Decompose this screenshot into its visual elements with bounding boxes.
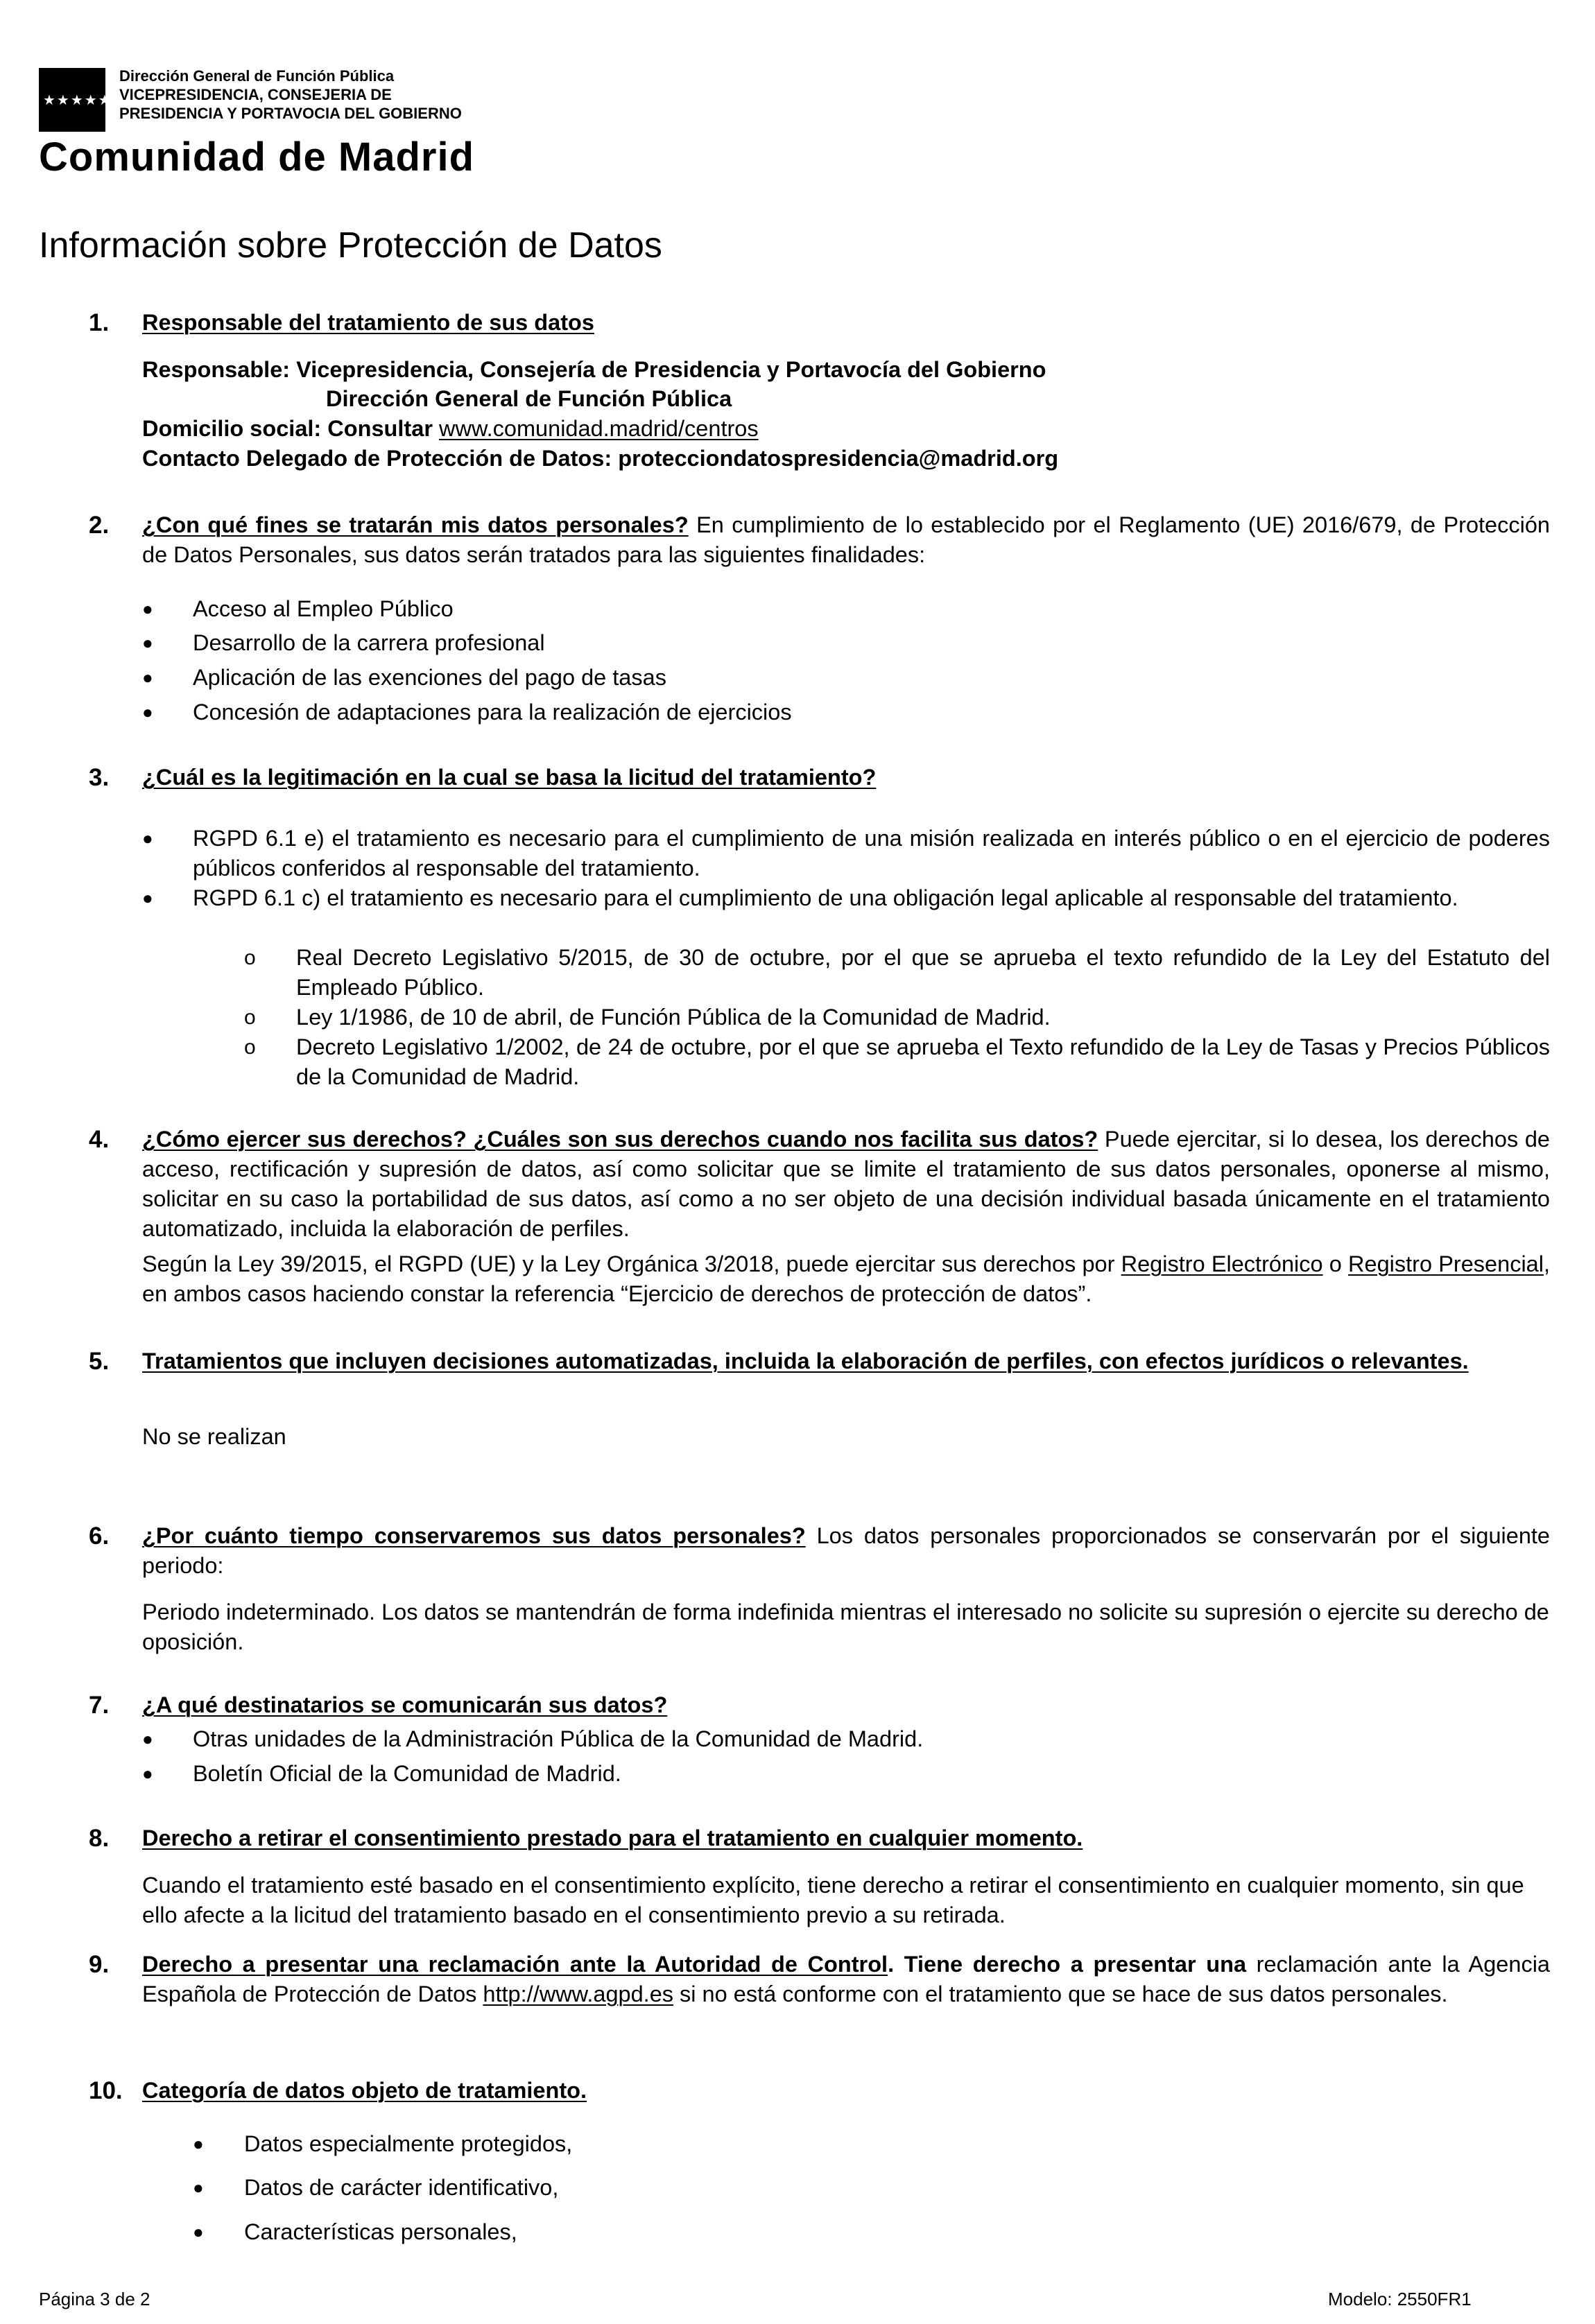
circle-bullet-icon: o (244, 946, 256, 969)
agpd-link[interactable]: http://www.agpd.es (483, 1982, 674, 2006)
bullet-icon: ● (142, 598, 153, 619)
section-4-p2-text: Según la Ley 39/2015, el RGPD (UE) y la Ley Orgánica 3/2018, puede ejercitar sus derechos por (142, 1251, 1121, 1276)
section-9-number: 9. (89, 1951, 110, 1978)
section-6-heading: ¿Por cuánto tiempo conservaremos sus datos personales? (142, 1523, 806, 1548)
list-item: Desarrollo de la carrera profesional (193, 630, 545, 655)
section-8-heading: Derecho a retirar el consentimiento prestado para el tratamiento en cualquier momento. (142, 1826, 1083, 1850)
list-item: RGPD 6.1 e) el tratamiento es necesario para el cumplimiento de una misión realizada en interés público o en el ejercicio de poderes públicos conferidos al responsable del tratamiento. (193, 826, 1550, 881)
section-4-text: Puede ejercitar, si lo desea, los derechos de acceso, rectificación y supresión de datos, así como solicitar que se limite el tratamiento de sus datos personales, oponerse al mismo, solicitar en su caso la portabilidad de sus datos, así como a no ser objeto de una decisión individual basada únicamente en el tratamiento automatizado, incluida la elaboración de perfiles. (142, 1127, 1551, 1241)
section-4-paragraph (142, 1125, 1550, 1244)
section-5-number: 5. (89, 1348, 110, 1375)
list-item: Datos de carácter identificativo, (244, 2175, 559, 2200)
stars-icon: ★★★★★★★ (43, 92, 140, 108)
bullet-icon: ● (142, 887, 153, 908)
section-5-text: No se realizan (142, 1424, 286, 1449)
bullet-icon: ● (142, 632, 153, 653)
list-item: Aplicación de las exenciones del pago de tasas (193, 665, 666, 690)
section-9-bold-text: . Tiene derecho a presentar una (888, 1952, 1247, 1977)
model-code: Modelo: 2550FR1 (1328, 2289, 1472, 2309)
section-4-paragraph-2 (142, 1249, 1550, 1309)
section-10-heading: Categoría de datos objeto de tratamiento. (142, 2078, 587, 2103)
sub-list-item: Ley 1/1986, de 10 de abril, de Función Pública de la Comunidad de Madrid. (296, 1005, 1051, 1030)
section-6-number: 6. (89, 1523, 110, 1550)
section-9-text: reclamación ante la Agencia Española de Protección de Datos (142, 1952, 1550, 2006)
section-2-number: 2. (89, 512, 110, 539)
section-6-paragraph-2: Periodo indeterminado. Los datos se mantendrán de forma indefinida mientras el interesado no solicite su supresión o ejercite su derecho de oposición. (142, 1599, 1549, 1654)
section-1-direccion: Dirección General de Función Pública (326, 386, 732, 411)
section-4-number: 4. (89, 1126, 110, 1153)
list-item: Concesión de adaptaciones para la realización de ejercicios (193, 700, 792, 725)
page-title: Información sobre Protección de Datos (39, 225, 662, 266)
bullet-icon: ● (142, 1728, 153, 1749)
bullet-icon: ● (142, 1763, 153, 1784)
bullet-icon: ● (193, 2221, 204, 2242)
list-item: RGPD 6.1 c) el tratamiento es necesario para el cumplimiento de una obligación legal aplicable al responsable del tratamiento. (193, 885, 1458, 910)
registro-electronico-link[interactable]: Registro Electrónico (1121, 1251, 1323, 1276)
section-2-text: En cumplimiento de lo establecido por el Reglamento (UE) 2016/679, de Protección de Datos Personales, sus datos serán tratados para las siguientes finalidades: (142, 512, 1550, 567)
list-item: Otras unidades de la Administración Pública de la Comunidad de Madrid. (193, 1726, 924, 1751)
header-ministry-1: VICEPRESIDENCIA, CONSEJERIA DE (119, 86, 392, 103)
section-4-p2-or: o (1322, 1251, 1349, 1276)
section-4-heading: ¿Cómo ejercer sus derechos? ¿Cuáles son sus derechos cuando nos facilita sus datos? (142, 1127, 1098, 1152)
section-1-contacto: Contacto Delegado de Protección de Datos: protecciondatospresidencia@madrid.org (142, 446, 1059, 471)
centros-link[interactable]: www.comunidad.madrid/centros (439, 416, 759, 441)
section-1-domicilio (142, 414, 759, 444)
header-department: Dirección General de Función Pública (119, 67, 395, 85)
circle-bullet-icon: o (244, 1036, 256, 1059)
section-6-paragraph (142, 1521, 1550, 1581)
registro-presencial-link[interactable]: Registro Presencial (1348, 1251, 1544, 1276)
list-item: Características personales, (244, 2219, 517, 2244)
section-7-heading: ¿A qué destinatarios se comunicarán sus datos? (142, 1692, 668, 1717)
brand-name: Comunidad de Madrid (39, 135, 474, 180)
bullet-icon: ● (193, 2133, 204, 2154)
sub-list-item: Decreto Legislativo 1/2002, de 24 de octubre, por el que se aprueba el Texto refundido de la Ley de Tasas y Precios Públicos de la Comunidad de Madrid. (296, 1034, 1550, 1089)
bullet-icon: ● (142, 667, 153, 688)
circle-bullet-icon: o (244, 1006, 256, 1029)
section-10-number: 10. (89, 2077, 123, 2104)
domicilio-label: Domicilio social: Consultar (142, 416, 433, 441)
section-2-heading: ¿Con qué fines se tratarán mis datos personales? (142, 512, 689, 537)
region-logo (39, 68, 140, 132)
section-4-p2-end: , en ambos casos haciendo constar la referencia “Ejercicio de derechos de protección de datos”. (142, 1251, 1550, 1306)
section-7-number: 7. (89, 1692, 110, 1719)
section-8-text: Cuando el tratamiento esté basado en el consentimiento explícito, tiene derecho a retirar el consentimiento en cualquier momento, sin que ello afecte a la licitud del tratamiento basado en el consentimiento previo a su retirada. (142, 1873, 1524, 1927)
section-9-text-2: si no está conforme con el tratamiento que se hace de sus datos personales. (673, 1982, 1448, 2006)
section-1-number: 1. (89, 309, 110, 336)
section-2-paragraph (142, 510, 1550, 570)
section-3-number: 3. (89, 764, 110, 791)
section-1-responsable: Responsable: Vicepresidencia, Consejería de Presidencia y Portavocía del Gobierno (142, 357, 1046, 382)
section-9-paragraph (142, 1950, 1550, 2009)
bullet-icon: ● (142, 828, 153, 849)
section-6-text: Los datos personales proporcionados se conservarán por el siguiente periodo: (142, 1523, 1550, 1578)
header-ministry-2: PRESIDENCIA Y PORTAVOCIA DEL GOBIERNO (119, 105, 462, 122)
list-item: Acceso al Empleo Público (193, 596, 454, 621)
page-number: Página 3 de 2 (39, 2289, 150, 2309)
bullet-icon: ● (142, 702, 153, 722)
section-5-heading: Tratamientos que incluyen decisiones automatizadas, incluida la elaboración de perfiles, con efectos jurídicos o relevantes. (142, 1349, 1469, 1373)
section-8-number: 8. (89, 1825, 110, 1852)
bullet-icon: ● (193, 2177, 204, 2198)
list-item: Boletín Oficial de la Comunidad de Madrid. (193, 1761, 621, 1786)
section-3-heading: ¿Cuál es la legitimación en la cual se basa la licitud del tratamiento? (142, 765, 877, 790)
sub-list-item: Real Decreto Legislativo 5/2015, de 30 de octubre, por el que se aprueba el texto refundido de la Ley del Estatuto del Empleado Público. (296, 945, 1550, 1000)
section-1-heading: Responsable del tratamiento de sus datos (142, 310, 594, 335)
list-item: Datos especialmente protegidos, (244, 2131, 573, 2156)
section-9-heading: Derecho a presentar una reclamación ante la Autoridad de Control (142, 1952, 888, 1977)
